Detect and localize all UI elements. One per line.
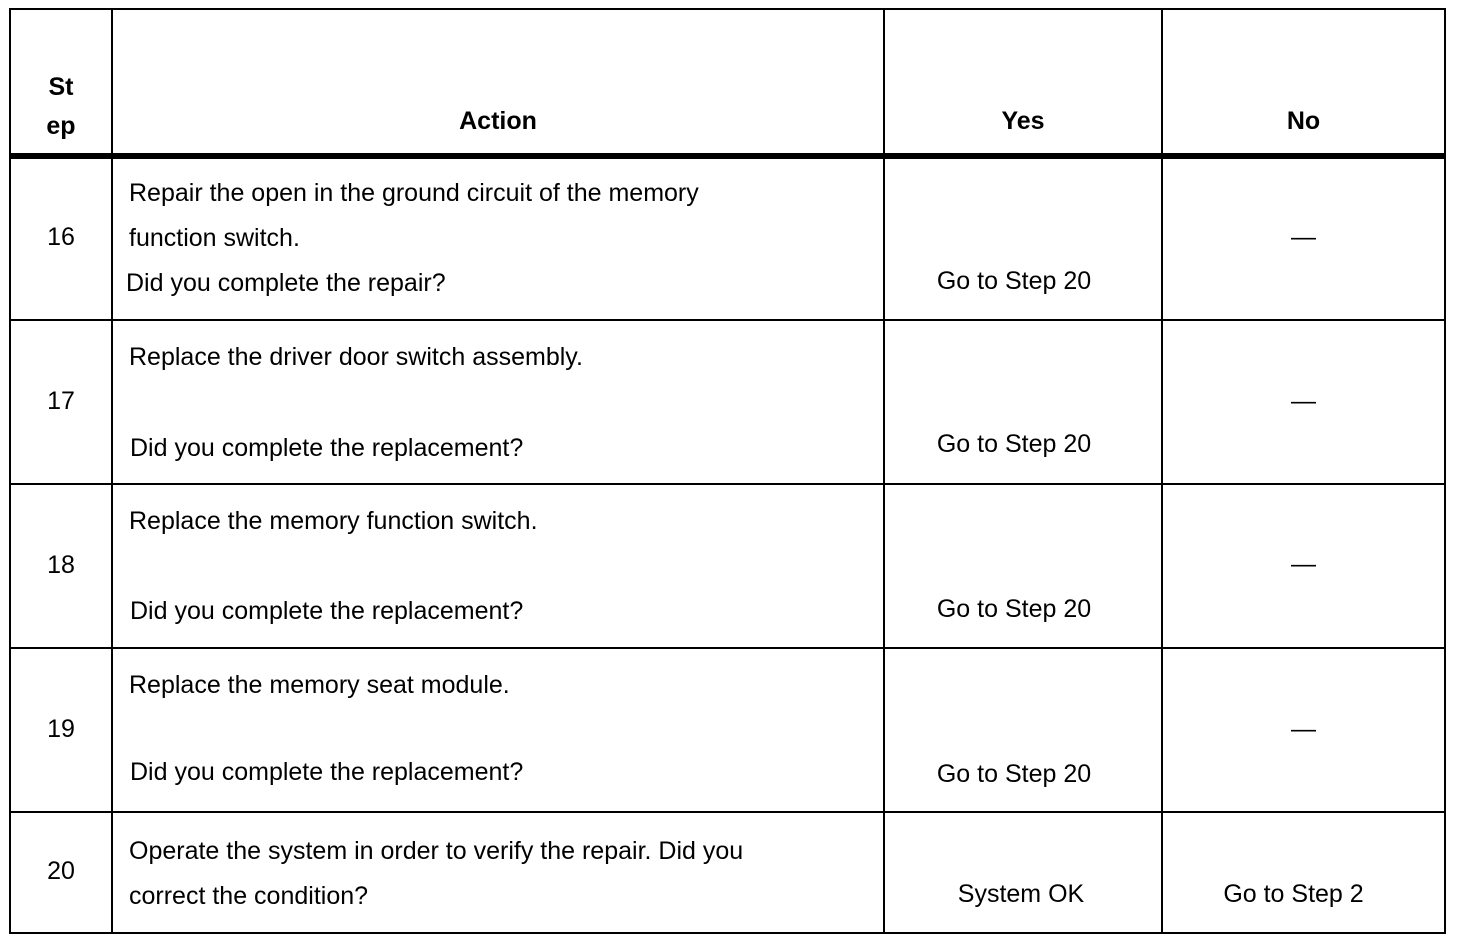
yes-cell [884, 812, 1162, 933]
header-yes-label: Yes [1001, 107, 1045, 135]
step-cell [10, 156, 112, 320]
action-instruction: Replace the memory seat module. [129, 671, 510, 699]
action-cell [112, 156, 884, 320]
action-cell [112, 320, 884, 484]
yes-result: Go to Step 20 [936, 595, 1092, 623]
step-cell [10, 812, 112, 933]
step-number: 17 [47, 387, 75, 415]
header-action [112, 9, 884, 156]
table-row [10, 484, 1445, 648]
action-question: Did you complete the repair? [126, 269, 446, 297]
step-cell [10, 320, 112, 484]
no-cell [1162, 812, 1445, 933]
action-question: Did you complete the replacement? [130, 758, 524, 786]
action-question: Did you complete the replacement? [130, 597, 524, 625]
no-result: — [1291, 387, 1316, 415]
header-step-line1: St [48, 73, 74, 101]
header-action-label: Action [459, 107, 537, 135]
action-cell [112, 484, 884, 648]
step-cell [10, 484, 112, 648]
yes-cell [884, 320, 1162, 484]
action-cell [112, 648, 884, 812]
action-instruction: Replace the memory function switch. [129, 507, 538, 535]
header-no-label: No [1286, 107, 1321, 135]
step-number: 19 [47, 715, 75, 743]
diagnostic-table [9, 8, 1446, 934]
step-number: 16 [47, 223, 75, 251]
table-row [10, 648, 1445, 812]
header-no [1162, 9, 1445, 156]
yes-result: Go to Step 20 [936, 760, 1092, 788]
step-number: 20 [47, 857, 75, 885]
no-cell [1162, 484, 1445, 648]
action-instruction: Repair the open in the ground circuit of the memory function switch. [129, 179, 699, 252]
step-cell [10, 648, 112, 812]
table-row [10, 812, 1445, 933]
table-row [10, 156, 1445, 320]
action-question: Did you complete the replacement? [130, 434, 524, 462]
yes-result: Go to Step 20 [936, 267, 1092, 295]
header-yes [884, 9, 1162, 156]
no-cell [1162, 156, 1445, 320]
no-result: — [1291, 223, 1316, 251]
yes-cell [884, 156, 1162, 320]
yes-cell [884, 484, 1162, 648]
action-cell [112, 812, 884, 933]
yes-result: System OK [957, 880, 1085, 908]
yes-cell [884, 648, 1162, 812]
no-result: — [1291, 715, 1316, 743]
step-number: 18 [47, 551, 75, 579]
yes-result: Go to Step 20 [936, 430, 1092, 458]
header-row [10, 9, 1445, 156]
action-instruction: Operate the system in order to verify the repair. Did you correct the condition? [129, 837, 744, 910]
no-result: Go to Step 2 [1223, 880, 1364, 908]
no-result: — [1291, 550, 1316, 578]
no-cell [1162, 648, 1445, 812]
header-step-line2: ep [46, 112, 76, 140]
header-step [10, 9, 112, 156]
table-row [10, 320, 1445, 484]
no-cell [1162, 320, 1445, 484]
action-instruction: Replace the driver door switch assembly. [129, 343, 583, 371]
